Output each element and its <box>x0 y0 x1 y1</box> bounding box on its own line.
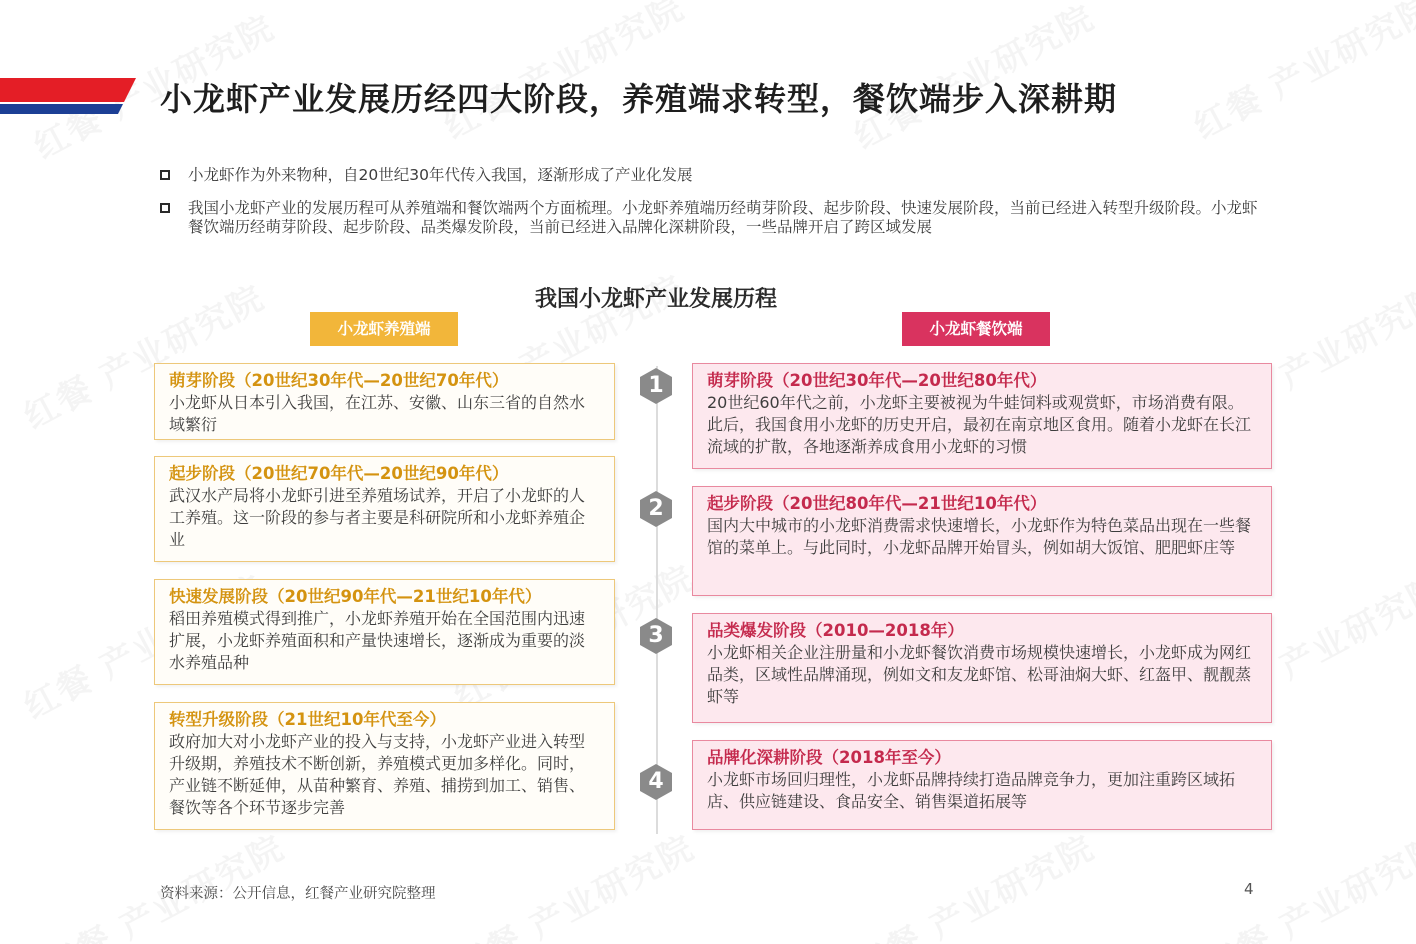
stage-title: 萌芽阶段（20世纪30年代—20世纪70年代） <box>169 371 509 390</box>
section-title: 我国小龙虾产业发展历程 <box>534 287 777 312</box>
catering-column-label: 小龙虾餐饮端 <box>902 312 1050 346</box>
bullet-list <box>160 166 1260 251</box>
watermark <box>1184 0 1416 149</box>
stage-title: 转型升级阶段（21世纪10年代至今） <box>169 710 446 729</box>
stage-body: 政府加大对小龙虾产业的投入与支持，小龙虾产业进入转型升级期，养殖技术不断创新，养殖模式更加多样化。同时，产业链不断延伸，从苗种繁育、养殖、捕捞到加工、销售、餐饮等各个环节逐步完善 <box>169 732 586 817</box>
stage-title: 萌芽阶段（20世纪30年代—20世纪80年代） <box>707 371 1047 390</box>
page-number: 4 <box>1244 880 1254 898</box>
stage-body: 武汉水产局将小龙虾引进至养殖场试养，开启了小龙虾的人工养殖。这一阶段的参与者主要是科研院所和小龙虾养殖企业 <box>169 486 586 549</box>
stage-title: 品牌化深耕阶段（2018年至今） <box>707 748 951 767</box>
bullet-item <box>160 199 1260 237</box>
step-number: 1 <box>648 373 664 398</box>
watermark <box>444 820 702 944</box>
breeding-stage-card <box>154 579 615 685</box>
step-marker <box>637 490 675 528</box>
bullet-square-icon <box>160 203 170 213</box>
catering-stage-card <box>692 740 1272 830</box>
step-marker <box>637 367 675 405</box>
step-marker <box>637 617 675 655</box>
stage-title: 快速发展阶段（20世纪90年代—21世纪10年代） <box>169 587 542 606</box>
stage-title: 品类爆发阶段（2010—2018年） <box>707 621 964 640</box>
catering-stage-card <box>692 363 1272 469</box>
stage-body: 20世纪60年代之前，小龙虾主要被视为牛蛙饲料或观赏虾，市场消费有限。此后，我国食用小龙虾的历史开启，最初在南京地区食用。随着小龙虾在长江流域的扩散，各地逐渐养成食用小龙虾的习惯 <box>707 393 1252 456</box>
step-marker <box>637 763 675 801</box>
page-title: 小龙虾产业发展历经四大阶段，养殖端求转型，餐饮端步入深耕期 <box>160 80 1118 118</box>
title-accent-bar <box>0 78 136 114</box>
bullet-text: 小龙虾作为外来物种，自20世纪30年代传入我国，逐渐形成了产业化发展 <box>188 166 693 184</box>
breeding-column-label: 小龙虾养殖端 <box>310 312 458 346</box>
catering-stage-card <box>692 613 1272 723</box>
watermark <box>1194 820 1416 944</box>
breeding-stage-card <box>154 456 615 562</box>
breeding-stage-card <box>154 363 615 440</box>
stage-body: 小龙虾相关企业注册量和小龙虾餐饮消费市场规模快速增长，小龙虾成为网红品类，区域性品牌涌现，例如文和友龙虾馆、松哥油焖大虾、红盔甲、靓靓蒸虾等 <box>707 643 1252 706</box>
stage-body: 小龙虾从日本引入我国，在江苏、安徽、山东三省的自然水域繁衍 <box>169 393 586 434</box>
watermark <box>844 820 1102 944</box>
breeding-stage-card <box>154 702 615 830</box>
bullet-text: 我国小龙虾产业的发展历程可从养殖端和餐饮端两个方面梳理。小龙虾养殖端历经萌芽阶段、起步阶段、快速发展阶段，当前已经进入转型升级阶段。小龙虾餐饮端历经萌芽阶段、起步阶段、品类爆发阶段，当前已经进入品牌化深耕阶段，一些品牌开启了跨区域发展 <box>188 199 1258 236</box>
source-note: 资料来源：公开信息，红餐产业研究院整理 <box>160 886 436 902</box>
step-number: 3 <box>648 623 664 648</box>
stage-title: 起步阶段（20世纪80年代—21世纪10年代） <box>707 494 1047 513</box>
stage-title: 起步阶段（20世纪70年代—20世纪90年代） <box>169 464 509 483</box>
bullet-item <box>160 166 1260 185</box>
step-number: 4 <box>648 769 664 794</box>
stage-body: 小龙虾市场回归理性，小龙虾品牌持续打造品牌竞争力，更加注重跨区域拓店、供应链建设、食品安全、销售渠道拓展等 <box>707 770 1236 811</box>
catering-stage-card <box>692 486 1272 596</box>
bullet-square-icon <box>160 170 170 180</box>
stage-body: 稻田养殖模式得到推广，小龙虾养殖开始在全国范围内迅速扩展，小龙虾养殖面积和产量快速增长，逐渐成为重要的淡水养殖品种 <box>169 609 586 672</box>
stage-body: 国内大中城市的小龙虾消费需求快速增长，小龙虾作为特色菜品出现在一些餐馆的菜单上。与此同时，小龙虾品牌开始冒头，例如胡大饭馆、肥肥虾庄等 <box>707 516 1252 557</box>
step-number: 2 <box>648 496 664 521</box>
